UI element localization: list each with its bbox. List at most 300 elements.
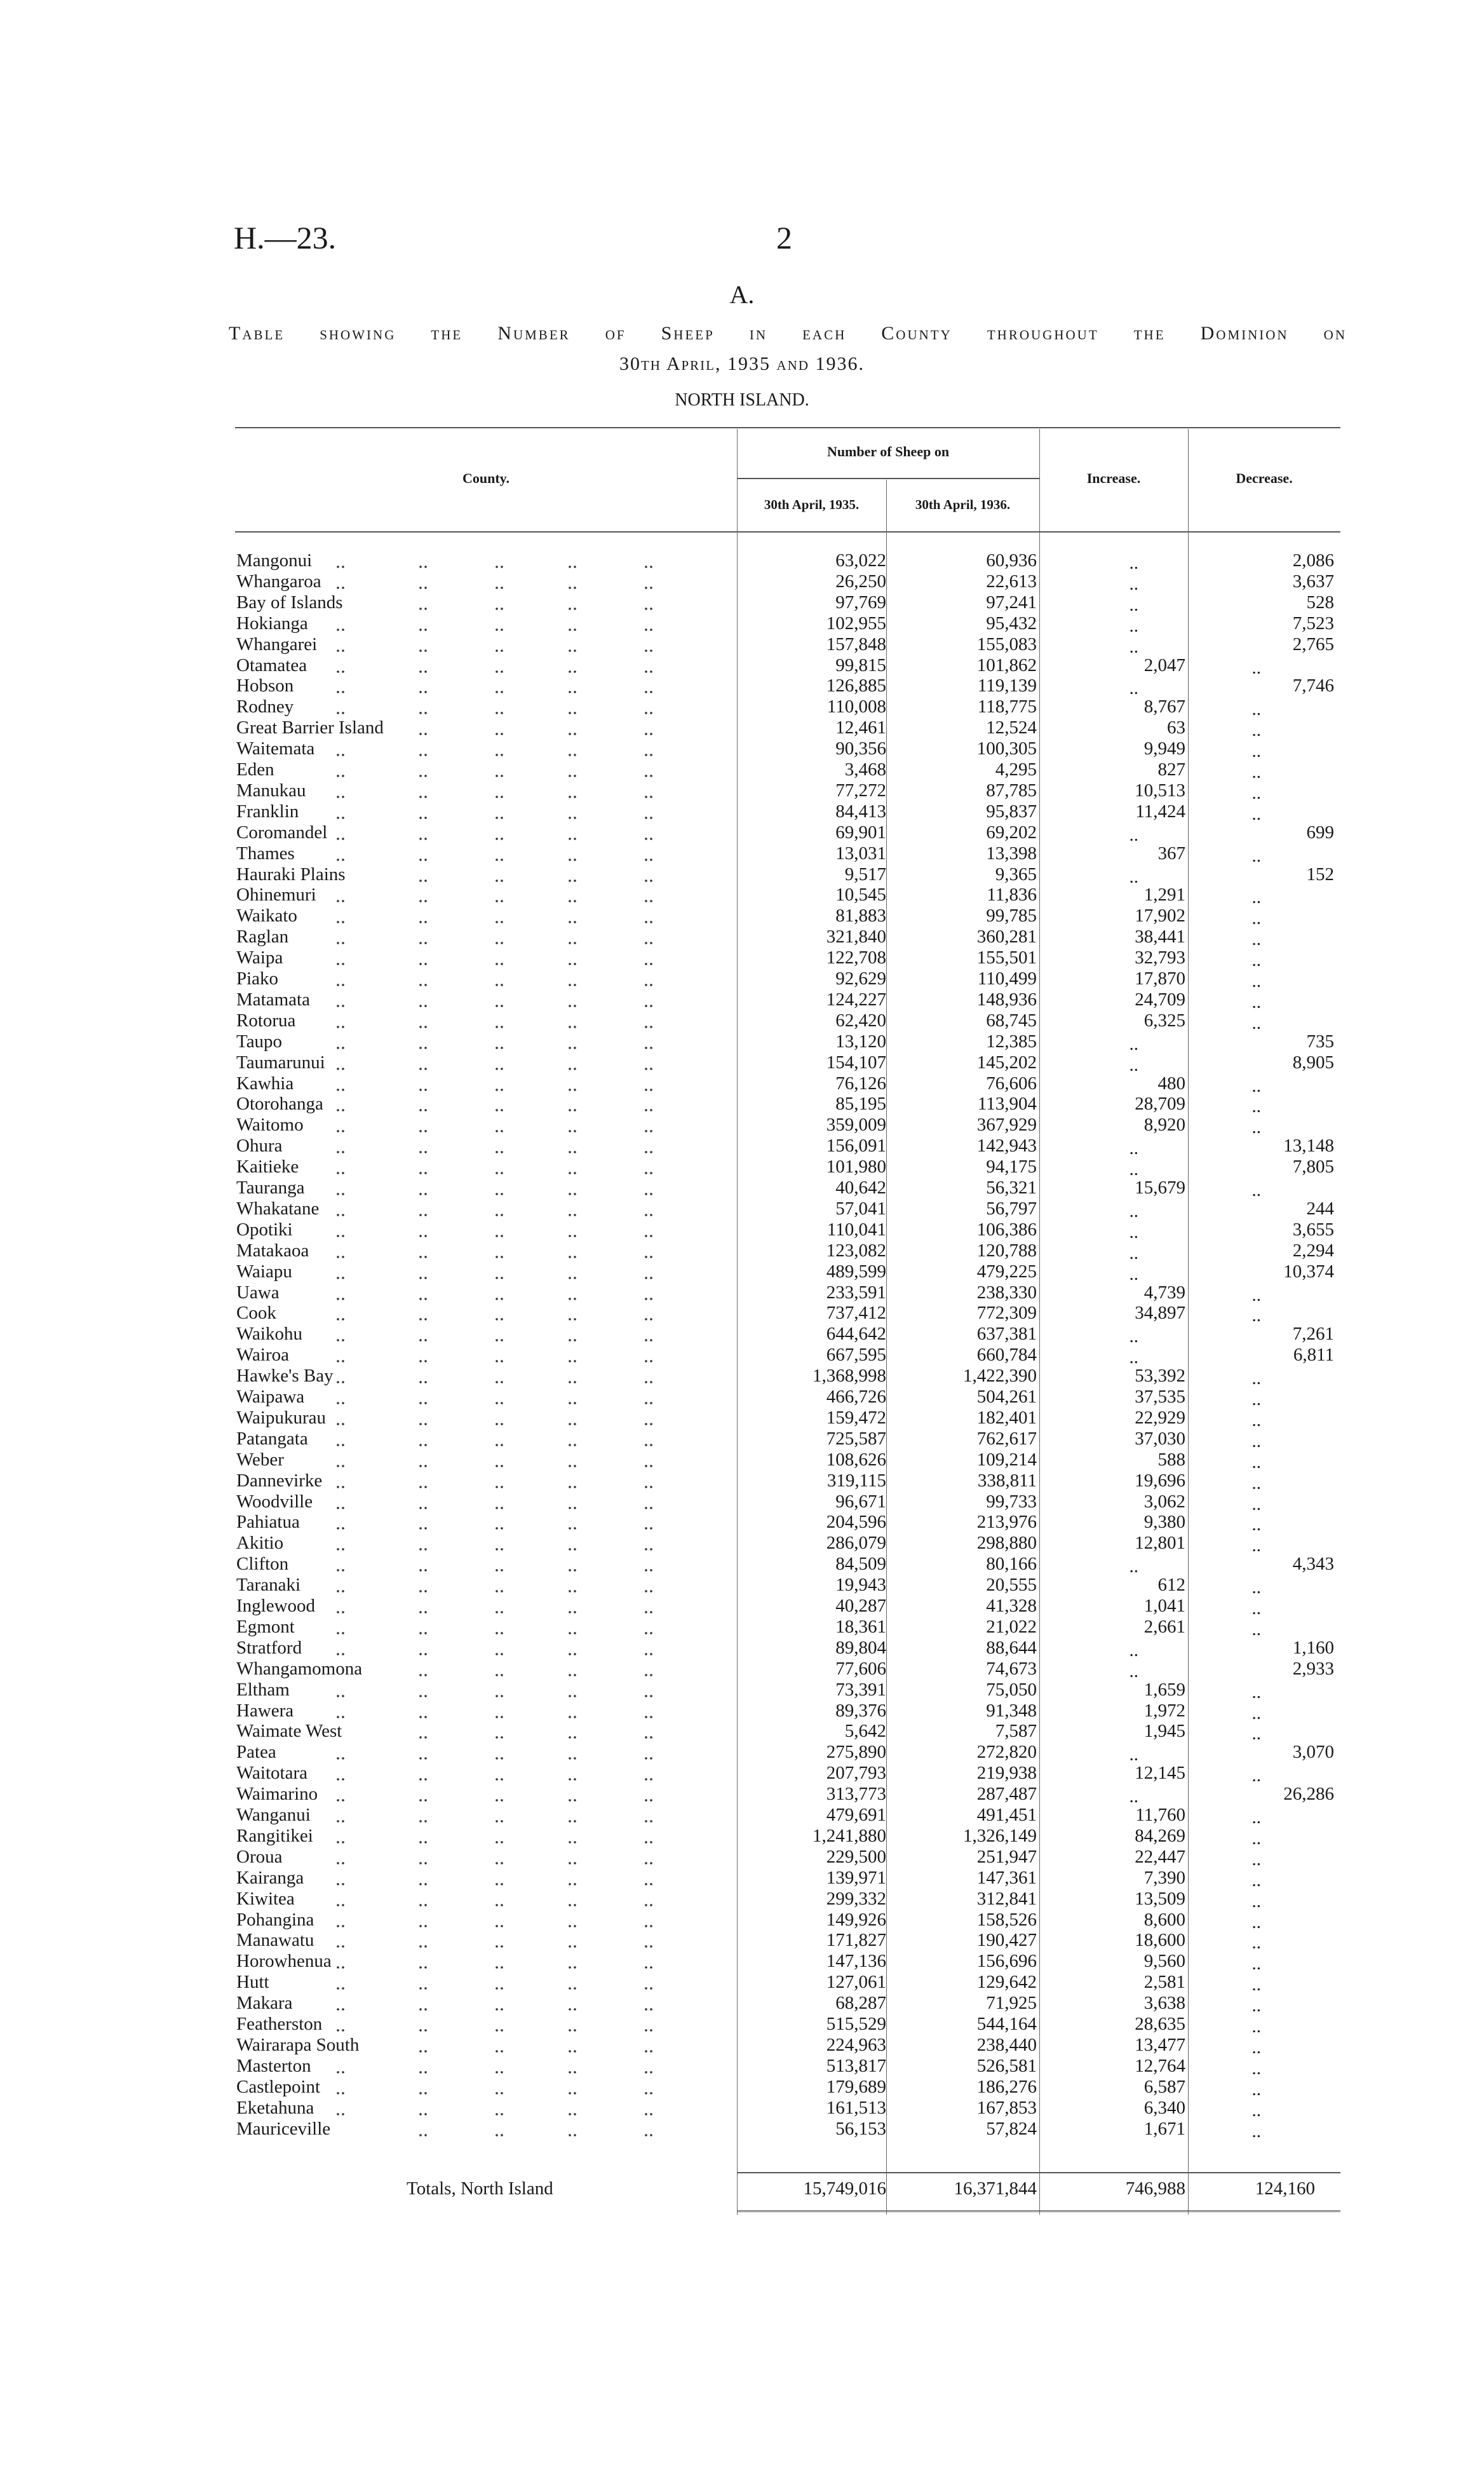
table-row <box>235 550 1340 571</box>
sheep-1936: 21,022 <box>986 1616 1037 1637</box>
table-row <box>235 1575 1340 1596</box>
table-row <box>235 885 1340 906</box>
decrease-value: .. <box>1251 1012 1261 1033</box>
sheep-1936: 94,175 <box>986 1157 1037 1178</box>
table-row <box>235 1868 1340 1889</box>
decrease-value: .. <box>1251 1932 1261 1953</box>
county-name: Eketahuna <box>236 2097 314 2118</box>
county-name: Cook <box>236 1303 276 1324</box>
table-row <box>235 1450 1340 1470</box>
increase-value: 1,945 <box>1143 1721 1185 1742</box>
increase-value: .. <box>1129 1200 1138 1221</box>
sheep-1936: 312,841 <box>976 1888 1037 1909</box>
increase-value: 12,801 <box>1135 1533 1185 1554</box>
decrease-value: 1,160 <box>1292 1637 1334 1658</box>
sheep-1936: 360,281 <box>976 927 1037 947</box>
header-county: County. <box>462 470 509 486</box>
increase-value: .. <box>1129 1640 1138 1660</box>
table-row <box>235 927 1340 950</box>
decrease-value: .. <box>1251 657 1261 678</box>
county-name: Pahiatua <box>236 1512 300 1533</box>
decrease-value: 7,523 <box>1292 613 1334 634</box>
sheep-1935: 9,517 <box>844 864 886 885</box>
sheep-1935: 77,606 <box>835 1658 886 1679</box>
sheep-1936: 186,276 <box>976 2076 1037 2097</box>
table-row <box>235 1721 1340 1742</box>
county-name: Akitio <box>236 1533 284 1554</box>
sheep-1935: 1,241,880 <box>813 1825 886 1846</box>
sheep-1936: 12,385 <box>986 1031 1037 1052</box>
sheep-1936: 119,139 <box>977 676 1037 696</box>
increase-value: .. <box>1129 1660 1138 1681</box>
decrease-value: 3,655 <box>1292 1219 1334 1240</box>
sheep-1936: 87,785 <box>986 780 1037 801</box>
sheep-1935: 13,031 <box>835 843 886 864</box>
table-row <box>235 1533 1340 1554</box>
sheep-1936: 1,422,390 <box>963 1366 1037 1387</box>
increase-value: 10,513 <box>1135 780 1185 801</box>
county-name: Great Barrier Island <box>236 717 384 738</box>
header-bottom-rule <box>235 531 1340 533</box>
table-row <box>235 1010 1340 1031</box>
increase-value: .. <box>1129 573 1138 594</box>
county-name: Dannevirke <box>236 1470 323 1491</box>
county-name: Masterton <box>236 2055 311 2076</box>
decrease-value: 6,811 <box>1293 1345 1334 1366</box>
sheep-1936: 272,820 <box>976 1742 1037 1763</box>
table-row <box>235 1219 1340 1240</box>
decrease-value: .. <box>1251 1117 1261 1138</box>
increase-value: 63 <box>1167 717 1185 738</box>
county-name: Taranaki <box>236 1575 301 1596</box>
sheep-1936: 298,880 <box>976 1533 1037 1554</box>
decrease-value: .. <box>1251 1493 1261 1514</box>
sheep-1935: 319,115 <box>826 1470 886 1491</box>
sheep-1936: 147,361 <box>976 1867 1037 1888</box>
increase-value: 9,560 <box>1143 1951 1185 1972</box>
sheep-1935: 229,500 <box>826 1846 886 1867</box>
increase-value: 22,447 <box>1135 1846 1185 1867</box>
increase-value: 1,972 <box>1143 1700 1185 1721</box>
table-row <box>235 1324 1340 1345</box>
sheep-1936: 158,526 <box>976 1909 1037 1930</box>
table-row <box>235 2014 1340 2035</box>
decrease-value: .. <box>1251 1180 1261 1200</box>
sheep-1936: 156,696 <box>976 1951 1037 1972</box>
decrease-value: 2,765 <box>1292 634 1334 655</box>
table-row <box>235 906 1340 927</box>
county-name: Thames <box>236 843 295 864</box>
table-row <box>235 1951 1340 1972</box>
decrease-value: .. <box>1251 1284 1261 1305</box>
table-row <box>235 1470 1340 1491</box>
table-row <box>235 676 1340 699</box>
county-name: Tauranga <box>236 1178 305 1198</box>
county-name: Rodney <box>236 696 294 717</box>
county-name: Waikohu <box>236 1324 302 1345</box>
county-name: Ohinemuri <box>236 885 316 906</box>
sheep-1935: 40,642 <box>835 1178 886 1198</box>
increase-value: 8,920 <box>1143 1115 1185 1136</box>
increase-value: .. <box>1129 1263 1138 1284</box>
sheep-1936: 91,348 <box>986 1700 1037 1721</box>
increase-value: .. <box>1129 1326 1138 1347</box>
sheep-1935: 154,107 <box>826 1052 886 1073</box>
sheep-1936: 190,427 <box>976 1930 1037 1951</box>
table-row <box>235 1554 1340 1575</box>
increase-value: 2,581 <box>1143 1972 1185 1993</box>
sheep-1935: 1,368,998 <box>813 1366 886 1387</box>
table-row <box>235 571 1340 592</box>
county-name: Eden <box>236 759 274 780</box>
county-name: Woodville <box>236 1491 313 1512</box>
increase-value: 11,424 <box>1135 801 1185 822</box>
increase-value: 37,030 <box>1135 1428 1185 1449</box>
county-name: Taupo <box>236 1031 283 1052</box>
county-name: Oroua <box>236 1846 283 1867</box>
county-name: Whangarei <box>236 634 318 655</box>
table-row <box>235 1491 1340 1512</box>
sheep-1936: 68,745 <box>986 1010 1037 1031</box>
increase-value: 1,291 <box>1143 885 1185 906</box>
increase-value: .. <box>1129 1347 1138 1368</box>
table-row <box>235 1742 1340 1763</box>
sheep-1935: 466,726 <box>826 1387 886 1407</box>
county-name: Kawhia <box>236 1073 294 1094</box>
decrease-value: .. <box>1251 929 1261 950</box>
sheep-1936: 9,365 <box>995 864 1037 885</box>
sheep-1935: 18,361 <box>835 1616 886 1637</box>
table-top-rule <box>235 427 1340 428</box>
sheep-1936: 57,824 <box>986 2118 1037 2139</box>
decrease-value: .. <box>1251 1870 1261 1891</box>
decrease-value: .. <box>1251 1472 1261 1493</box>
sheep-1935: 126,885 <box>826 676 886 696</box>
table-row <box>235 1701 1340 1721</box>
decrease-value: .. <box>1251 1974 1261 1995</box>
totals-1936: 16,371,844 <box>954 2178 1037 2199</box>
increase-value: 17,870 <box>1135 968 1185 989</box>
increase-value: 3,062 <box>1143 1491 1185 1512</box>
decrease-value: .. <box>1251 1681 1261 1702</box>
county-name: Waitotara <box>236 1763 307 1784</box>
sheep-1936: 338,811 <box>977 1470 1037 1491</box>
sheep-1935: 90,356 <box>835 738 886 759</box>
decrease-value: .. <box>1251 950 1261 971</box>
increase-value: 6,340 <box>1143 2097 1185 2118</box>
increase-value: .. <box>1129 1786 1138 1807</box>
increase-value: 37,535 <box>1135 1387 1185 1407</box>
sheep-1935: 92,629 <box>835 968 886 989</box>
sheep-1936: 56,797 <box>986 1198 1037 1219</box>
table-row <box>235 1261 1340 1282</box>
table-row <box>235 696 1340 720</box>
table-row <box>235 822 1340 843</box>
table-row <box>235 1240 1340 1261</box>
county-name: Raglan <box>236 927 289 947</box>
table-row <box>235 1512 1340 1533</box>
sheep-1935: 149,926 <box>826 1909 886 1930</box>
decrease-value: 26,286 <box>1283 1784 1334 1805</box>
county-name: Waitemata <box>236 738 315 759</box>
county-name: Horowhenua <box>236 1951 332 1972</box>
sheep-1935: 5,642 <box>844 1721 886 1742</box>
table-row <box>235 1826 1340 1847</box>
sheep-1935: 77,272 <box>835 780 886 801</box>
county-name: Mauriceville <box>236 2118 331 2139</box>
header-1936: 30th April, 1936. <box>915 497 1011 512</box>
sheep-1935: 667,595 <box>826 1345 886 1366</box>
decrease-value: .. <box>1251 2016 1261 2037</box>
county-name: Stratford <box>236 1637 302 1658</box>
county-name: Waimarino <box>236 1784 318 1805</box>
decrease-value: .. <box>1251 2100 1261 2121</box>
totals-increase: 746,988 <box>1125 2178 1185 2199</box>
table-row <box>235 1408 1340 1429</box>
increase-value: 367 <box>1157 843 1185 864</box>
table-row <box>235 989 1340 1010</box>
increase-value: 28,635 <box>1135 2014 1185 2034</box>
decrease-value: 2,086 <box>1292 550 1334 571</box>
sheep-1935: 89,376 <box>835 1700 886 1721</box>
increase-value: .. <box>1129 1054 1138 1075</box>
county-name: Manukau <box>236 780 306 801</box>
table-row <box>235 1972 1340 1993</box>
decrease-value: .. <box>1251 803 1261 824</box>
county-name: Kiwitea <box>236 1888 295 1909</box>
table-row <box>235 1094 1340 1115</box>
increase-value: .. <box>1129 1033 1138 1054</box>
table-title-line-1: Table showing the Number of Sheep in each County throughout the Dominion on <box>229 323 1347 344</box>
decrease-value: .. <box>1251 1828 1261 1849</box>
decrease-value: .. <box>1251 1535 1261 1556</box>
decrease-value: 8,905 <box>1292 1052 1334 1073</box>
increase-value: 9,949 <box>1143 738 1185 759</box>
sheep-1935: 12,461 <box>835 717 886 738</box>
increase-value: 480 <box>1157 1073 1185 1094</box>
sheep-1935: 359,009 <box>826 1115 886 1136</box>
increase-value: 2,047 <box>1143 655 1185 676</box>
decrease-value: 7,805 <box>1292 1157 1334 1178</box>
table-row <box>235 780 1340 801</box>
table-row <box>235 1784 1340 1805</box>
sheep-1936: 99,733 <box>986 1491 1037 1512</box>
sheep-1936: 60,936 <box>986 550 1037 571</box>
county-name: Otamatea <box>236 655 307 676</box>
decrease-value: 3,637 <box>1292 571 1334 592</box>
sheep-1936: 155,083 <box>976 634 1037 655</box>
table-row <box>235 1910 1340 1931</box>
sheep-1936: 41,328 <box>986 1596 1037 1616</box>
decrease-value: .. <box>1251 1389 1261 1409</box>
table-row <box>235 864 1340 885</box>
decrease-value: .. <box>1251 1514 1261 1535</box>
sheep-1935: 110,041 <box>826 1219 886 1240</box>
table-title-line-2: 30th April, 1935 and 1936. <box>619 353 865 374</box>
header-group-rule <box>737 478 1039 479</box>
sheep-1936: 213,976 <box>976 1512 1037 1533</box>
sheep-1935: 233,591 <box>826 1282 886 1303</box>
decrease-value: .. <box>1251 1891 1261 1912</box>
header-1935: 30th April, 1935. <box>764 497 860 512</box>
increase-value: .. <box>1129 594 1138 615</box>
increase-value: .. <box>1129 678 1138 699</box>
document-reference: H.—23. <box>234 220 337 255</box>
sheep-1936: 110,499 <box>977 968 1037 989</box>
totals-row <box>235 2178 1340 2199</box>
table-row <box>235 738 1340 762</box>
page-number: 2 <box>776 220 792 255</box>
county-name: Waimate West <box>236 1721 342 1742</box>
increase-value: 19,696 <box>1135 1470 1185 1491</box>
sheep-1935: 124,227 <box>826 989 886 1010</box>
sheep-1935: 171,827 <box>826 1930 886 1951</box>
county-name: Coromandel <box>236 822 328 843</box>
sheep-1936: 367,929 <box>976 1115 1037 1136</box>
decrease-value: .. <box>1251 971 1261 991</box>
sheep-1935: 73,391 <box>835 1679 886 1700</box>
decrease-value: 7,746 <box>1292 676 1334 696</box>
decrease-value: 2,294 <box>1292 1240 1334 1261</box>
county-name: Inglewood <box>236 1596 316 1616</box>
county-name: Hutt <box>236 1972 269 1993</box>
sheep-1936: 772,309 <box>976 1303 1037 1324</box>
table-row <box>235 717 1340 741</box>
county-name: Eltham <box>236 1679 290 1700</box>
increase-value: 15,679 <box>1135 1178 1185 1198</box>
table-row <box>235 759 1340 780</box>
decrease-value: 699 <box>1306 822 1334 843</box>
decrease-value: .. <box>1251 1849 1261 1870</box>
sheep-1936: 129,642 <box>976 1972 1037 1993</box>
decrease-value: 152 <box>1306 864 1334 885</box>
table-row <box>235 2077 1340 2098</box>
county-name: Ohura <box>236 1136 283 1157</box>
decrease-value: .. <box>1251 720 1261 741</box>
county-name: Rangitikei <box>236 1825 313 1846</box>
appendix-letter: A. <box>729 280 755 309</box>
table-row <box>235 1136 1340 1157</box>
increase-value: 11,760 <box>1135 1805 1185 1825</box>
sheep-1935: 139,971 <box>826 1867 886 1888</box>
increase-value: 7,390 <box>1143 1867 1185 1888</box>
county-name: Clifton <box>236 1554 289 1575</box>
increase-value: 1,659 <box>1143 1679 1185 1700</box>
decrease-value: .. <box>1251 845 1261 866</box>
increase-value: 12,145 <box>1135 1763 1185 1784</box>
sheep-1936: 1,326,149 <box>963 1825 1037 1846</box>
sheep-1936: 145,202 <box>976 1052 1037 1073</box>
county-name: Franklin <box>236 801 299 822</box>
table-row <box>235 1638 1340 1659</box>
increase-value: 4,739 <box>1143 1282 1185 1303</box>
county-name: Otorohanga <box>236 1094 323 1115</box>
table-row <box>235 1805 1340 1826</box>
increase-value: 24,709 <box>1135 989 1185 1010</box>
county-name: Hobson <box>236 676 294 696</box>
sheep-1935: 69,901 <box>835 822 886 843</box>
table-row <box>235 1429 1340 1450</box>
sheep-1935: 147,136 <box>826 1951 886 1972</box>
increase-value: 53,392 <box>1135 1366 1185 1387</box>
sheep-1936: 12,524 <box>986 717 1037 738</box>
county-name: Wairarapa South <box>236 2034 360 2055</box>
increase-value: 1,671 <box>1143 2118 1185 2139</box>
table-row <box>235 2035 1340 2056</box>
sheep-1935: 204,596 <box>826 1512 886 1533</box>
sheep-1936: 113,904 <box>977 1094 1037 1115</box>
county-name: Piako <box>236 968 279 989</box>
table-row <box>235 947 1340 971</box>
sheep-1936: 7,587 <box>995 1721 1037 1742</box>
sheep-1935: 161,513 <box>826 2097 886 2118</box>
sheep-1936: 109,214 <box>976 1449 1037 1470</box>
decrease-value: .. <box>1251 1702 1261 1723</box>
decrease-value: .. <box>1251 741 1261 762</box>
sheep-1935: 102,955 <box>826 613 886 634</box>
decrease-value: .. <box>1251 1577 1261 1598</box>
sheep-1935: 99,815 <box>835 655 886 676</box>
sheep-1935: 299,332 <box>826 1888 886 1909</box>
increase-value: 2,661 <box>1143 1616 1185 1637</box>
sheep-1936: 660,784 <box>976 1345 1037 1366</box>
decrease-value: .. <box>1251 1995 1261 2016</box>
county-name: Whakatane <box>236 1198 320 1219</box>
table-row <box>235 1617 1340 1638</box>
sheep-1935: 725,587 <box>826 1428 886 1449</box>
decrease-value: 4,343 <box>1292 1554 1334 1575</box>
sheep-1935: 108,626 <box>826 1449 886 1470</box>
increase-value: 38,441 <box>1135 927 1185 947</box>
increase-value: 34,897 <box>1135 1303 1185 1324</box>
county-name: Hawera <box>236 1700 294 1721</box>
decrease-value: 13,148 <box>1283 1136 1334 1157</box>
sheep-1935: 159,472 <box>826 1407 886 1428</box>
decrease-value: 7,261 <box>1292 1324 1334 1345</box>
county-name: Featherston <box>236 2014 323 2034</box>
sheep-1936: 238,440 <box>976 2034 1037 2055</box>
table-row <box>235 1680 1340 1701</box>
county-name: Castlepoint <box>236 2076 321 2097</box>
table-row <box>235 1073 1340 1094</box>
sheep-1935: 644,642 <box>826 1324 886 1345</box>
sheep-1935: 127,061 <box>826 1972 886 1993</box>
county-name: Pohangina <box>236 1909 314 1930</box>
table-row <box>235 1157 1340 1178</box>
decrease-value: .. <box>1251 1765 1261 1786</box>
sheep-1936: 95,837 <box>986 801 1037 822</box>
increase-value: .. <box>1129 1221 1138 1242</box>
county-name: Makara <box>236 1993 293 2014</box>
increase-value: 3,638 <box>1143 1993 1185 2014</box>
table-row <box>235 1303 1340 1324</box>
decrease-value: .. <box>1251 1430 1261 1451</box>
table-row <box>235 1345 1340 1366</box>
increase-value: 6,587 <box>1143 2076 1185 2097</box>
county-name: Waitomo <box>236 1115 304 1136</box>
decrease-value: 10,374 <box>1283 1261 1334 1282</box>
decrease-value: .. <box>1251 2037 1261 2058</box>
table-row <box>235 613 1340 634</box>
table-row <box>235 1052 1340 1073</box>
decrease-value: .. <box>1251 1451 1261 1472</box>
increase-value: 1,041 <box>1143 1596 1185 1616</box>
sheep-1936: 544,164 <box>976 2014 1037 2034</box>
decrease-value: .. <box>1251 762 1261 782</box>
table-row <box>235 1115 1340 1136</box>
sheep-1936: 148,936 <box>976 989 1037 1010</box>
decrease-value: .. <box>1251 1953 1261 1974</box>
